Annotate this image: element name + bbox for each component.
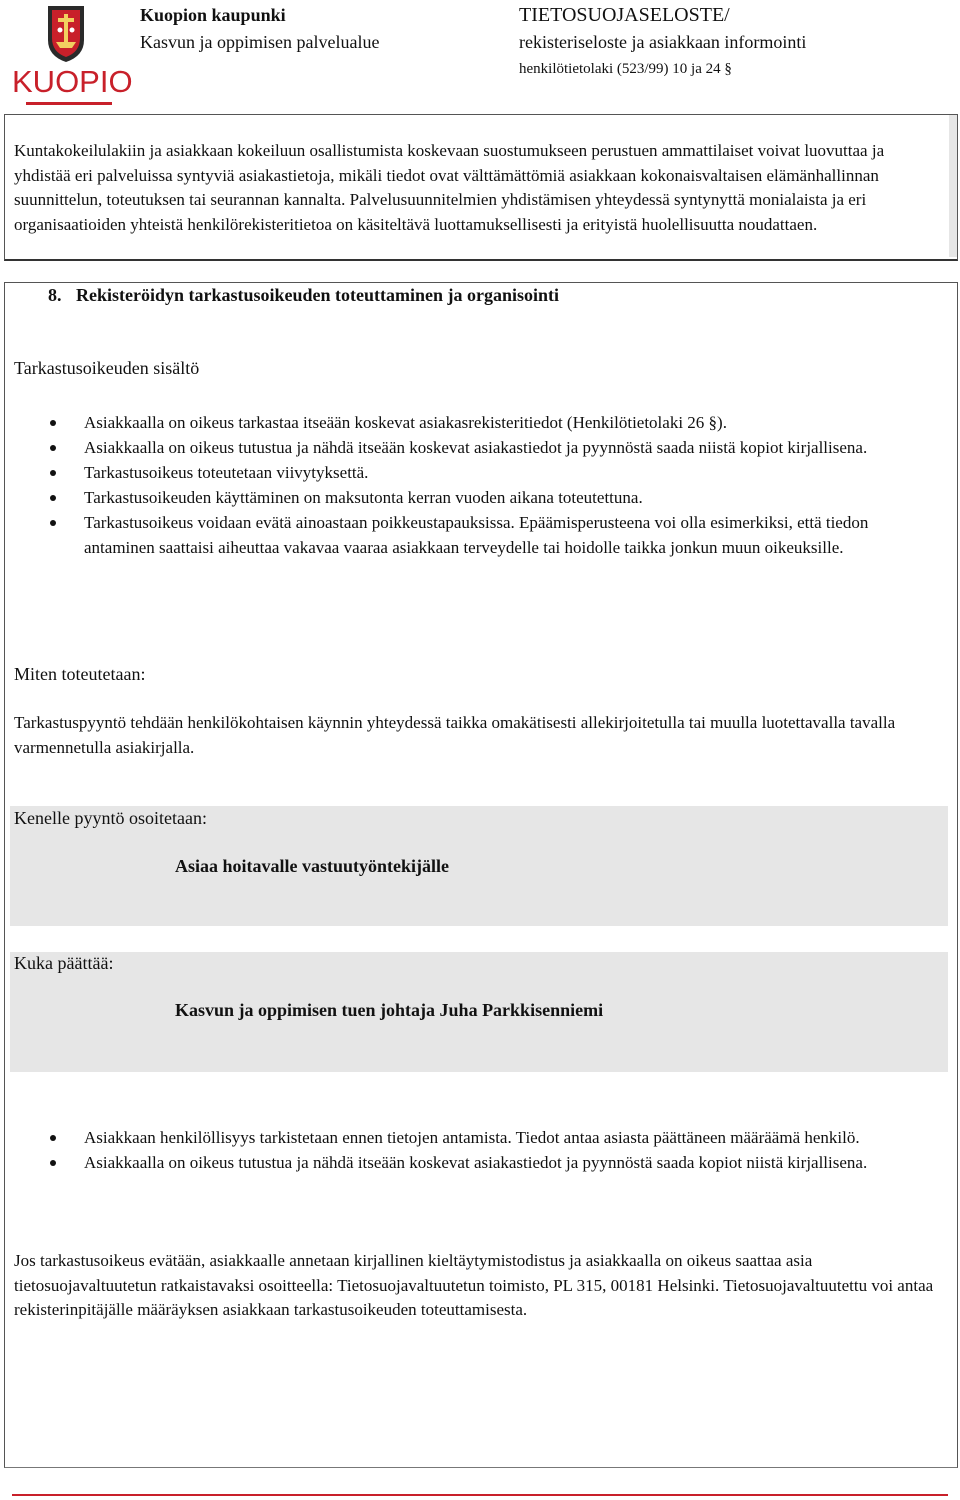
section-title: Rekisteröidyn tarkastusoikeuden toteuttaminen ja organisointi xyxy=(76,285,560,305)
list-item: Asiakkaalla on oikeus tarkastaa itseään koskevat asiakasrekisteritiedot (Henkilötietolaki 26 §). xyxy=(48,410,938,435)
section-number: 8. xyxy=(48,285,62,305)
list-item: Asiakkaan henkilöllisyys tarkistetaan ennen tietojen antamista. Tiedot antaa asiasta päättäneen määräämä henkilö. xyxy=(48,1125,938,1150)
organization-name: Kuopion kaupunki xyxy=(140,5,286,25)
content-heading: Tarkastusoikeuden sisältö xyxy=(14,358,200,378)
how-paragraph: Tarkastuspyyntö tehdään henkilökohtaisen käynnin yhteydessä taikka omakätisesti allekirjoitetulla tai muulla luotettavalla tavalla varmennetulla asiakirjalla. xyxy=(14,713,896,757)
rights-list xyxy=(48,410,938,560)
list-item: Tarkastusoikeus toteutetaan viivytyksettä. xyxy=(48,460,938,485)
section-heading xyxy=(48,285,559,306)
closing-paragraph: Jos tarkastusoikeus evätään, asiakkaalle annetaan kirjallinen kieltäytymistodistus ja asiakkaalla on oikeus saattaa asia tietosuojavaltuutetun ratkaistavaksi osoitteella: Tietosuojavaltuutetun toimisto, PL 315, 00181 Helsinki. Tietosuojavaltuutettu voi antaa rekisterinpitäjälle määräyksen asiakkaan tarkastusoikeuden toteuttamisesta. xyxy=(14,1251,934,1319)
footer-line xyxy=(12,1494,948,1496)
organization-unit: Kasvun ja oppimisen palvelualue xyxy=(140,32,380,52)
logo-wordmark: KUOPIO xyxy=(12,64,133,99)
intro-shade xyxy=(949,115,957,257)
how-heading: Miten toteutetaan: xyxy=(14,664,146,684)
decides-value: Kasvun ja oppimisen tuen johtaja Juha Parkkisenniemi xyxy=(175,1000,604,1020)
to-whom-heading: Kenelle pyyntö osoitetaan: xyxy=(14,808,207,828)
decides-heading: Kuka päättää: xyxy=(14,953,114,973)
to-whom-value: Asiaa hoitavalle vastuutyöntekijälle xyxy=(175,856,450,876)
logo-underline xyxy=(26,102,112,105)
coat-of-arms-icon xyxy=(10,2,122,66)
organization-block xyxy=(140,2,379,56)
list-item: Asiakkaalla on oikeus tutustua ja nähdä itseään koskevat asiakastiedot ja pyynnöstä saada niistä kopiot kirjallisena. xyxy=(48,435,938,460)
list-item: Asiakkaalla on oikeus tutustua ja nähdä itseään koskevat asiakastiedot ja pyynnöstä saada kopiot niistä kirjallisena. xyxy=(48,1150,938,1175)
list-item: Tarkastusoikeuden käyttäminen on maksutonta kerran vuoden aikana toteutettuna. xyxy=(48,485,938,510)
document-title: TIETOSUOJASELOSTE/ xyxy=(519,4,730,26)
document-subtitle: rekisteriseloste ja asiakkaan informointi xyxy=(519,32,807,52)
document-law-reference: henkilötietolaki (523/99) 10 ja 24 § xyxy=(519,61,732,77)
intro-box xyxy=(4,114,958,261)
intro-paragraph: Kuntakokeilulakiin ja asiakkaan kokeiluun osallistumista koskevaan suostumukseen perustuen ammattilaiset voivat luovuttaa ja yhdistää eri palveluissa syntyviä asiakastietoja, mikäli tiedot ovat välttämättömiä asiakkaan kokonaisvaltaisen elämänhallinnan suunnittelun, toteutuksen tai seurannan kannalta. Palvelusuunnitelmien yhdistämisen yhteydessä syntynyttä monialaista ja eri organisaatioiden yhteistä henkilörekisteritietoa on käsiteltävä luottamuksellisesti ja erityistä huolellisuutta noudattaen. xyxy=(14,141,885,234)
kuopio-logo xyxy=(10,2,133,108)
identity-list xyxy=(48,1125,938,1175)
page-header xyxy=(0,0,960,120)
document-title-block xyxy=(519,2,806,78)
list-item: Tarkastusoikeus voidaan evätä ainoastaan poikkeustapauksissa. Epäämisperusteena voi olla esimerkiksi, että tiedon antaminen saattaisi aiheuttaa vakavaa vaaraa asiakkaan terveydelle tai hoidolle taikka jonkun muun oikeuksille. xyxy=(48,510,938,560)
